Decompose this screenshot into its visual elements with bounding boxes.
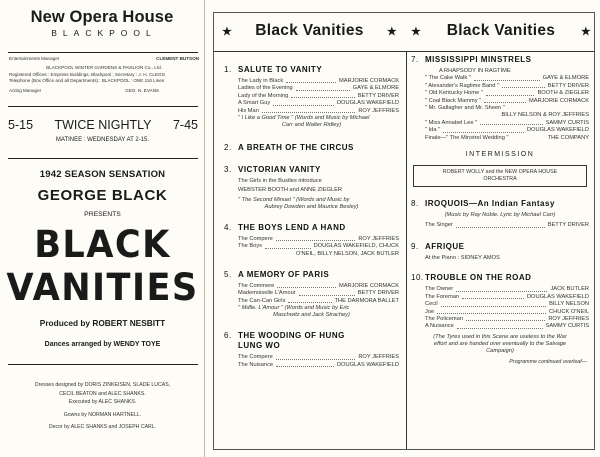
cast-row: Ladies of the Evening GAYE & ELMORE [238, 85, 399, 92]
banner-right [411, 19, 591, 43]
scene-title-line-2: LUNG WO [238, 341, 281, 351]
cast-row: The Compere ROY JEFFRIES [238, 235, 399, 242]
scene-10: 10. TROUBLE ON THE ROAD The Owner JACK BUTLER The Foreman DOUGLAS WAKEFIELD Cecil BILLY NELSON Joe CHUCK O'NEIL The Policeman ROY JEFFRIES A Nuisance SAMMY CURTIS (The Tyres used in this Scene are useless to the War effort and are handed over eventually to the Salvage Campaign) [411, 273, 589, 354]
song-credit: Maschwitz and Jack Strachey) [273, 312, 350, 319]
scene-note: effort and are handed over eventually to the Salvage [433, 340, 567, 347]
cast-row: The Nuisance DOUGLAS WAKEFIELD [238, 361, 399, 368]
venue-city: BLACKPOOL [51, 28, 157, 38]
song-credit: " Mdlle. L'Amour " (Words and Music by Eric [238, 305, 350, 312]
cast-row: A Nuisance SAMMY CURTIS [425, 323, 589, 330]
cast-row: " Old Kentucky Home " BOOTH & ZIEGLER [425, 90, 589, 97]
banner-title: Black Vanities [446, 22, 556, 39]
banner-rule [214, 51, 594, 52]
scene-title: MISSISSIPPI MINSTRELS [425, 55, 532, 64]
production-credits: Dresses designed by DORIS ZINKEISEN, SLADE LUCAS, CECIL BEATON and ALEC SHANKS. Executed by ALEC SHANKS. Gowns by NORMAN HARTNELL. Decor by ALEC SHANKS and JOSEPH CARL. [34, 382, 171, 430]
cast-row: The Owner JACK BUTLER [425, 286, 589, 293]
scene-title: VICTORIAN VANITY [238, 165, 321, 175]
star-icon: ★ [222, 25, 233, 38]
company-row: BLACKPOOL WINTER GARDENS & PAVILION Co., Ltd. [46, 65, 162, 71]
cast-row: BILLY NELSON & ROY JEFFRIES [501, 112, 589, 119]
scene-8: 8. IROQUOIS—An Indian Fantasy (Music by Ray Noble. Lyric by Michael Carr) The Singer BETTY DRIVER [411, 199, 589, 229]
cast-row: The Boys DOUGLAS WAKEFIELD, CHUCK [238, 243, 399, 250]
season-heading: 1942 SEASON SENSATION [39, 169, 166, 180]
cast-row: " Coal Black Mammy " MARJORIE CORMACK [425, 97, 589, 104]
cast-row: The Compere ROY JEFFRIES [238, 354, 399, 361]
scene-9: 9. AFRIQUE At the Piano : SIDNEY AMOS [411, 241, 500, 261]
ent-manager-row: Entertainments Manager CLEMENT BUTSON [9, 56, 199, 61]
matinee-info: MATINEE : WEDNESDAY AT 2-15. [55, 137, 150, 143]
scene-4: 4. THE BOYS LEND A HAND The Compere ROY JEFFRIES The Boys DOUGLAS WAKEFIELD, CHUCK O'NEIL, BILLY NELSON, JACK BUTLER [224, 222, 399, 257]
presents-label: PRESENTS [84, 211, 121, 218]
programme-column-right [411, 55, 589, 366]
song-credit: " The Second Minuet " (Words and Music by [238, 196, 350, 203]
scene-title: THE WOODING OF HUNG [238, 331, 345, 341]
banner-title: Black Vanities [255, 22, 364, 39]
scene-title: SALUTE TO VANITY [238, 65, 323, 74]
dances-by: Dances arranged by WENDY TOYE [44, 341, 161, 348]
cast-row: " Alexander's Ragtime Band " BETTY DRIVER [425, 82, 589, 89]
cast-row: The Policeman ROY JEFFRIES [425, 315, 589, 322]
orchestra-box: ROBERT WOLLY and the NEW OPERA HOUSE ORCHESTRA [413, 165, 587, 187]
cast-row: " The Cake Walk " GAYE & ELMORE [425, 75, 589, 82]
show-title-line-1: BLACK [34, 223, 171, 266]
scene-5: 5. A MEMORY OF PARIS The Commere MARJORIE CORMACK Mademoiselle L'Amour BETTY DRIVER The Can-Can Girls THE DARMORA BALLET " Mdlle. L'Amour " (Words and Music by Eric Maschwitz and Jack Strachey) [224, 270, 399, 319]
performance-times: 5-15 TWICE NIGHTLY 7-45 [8, 118, 198, 132]
acting-manager-row: Acting Manager GEO. N. EVANS [9, 88, 159, 94]
scene-6: 6. THE WOODING OF HUNG LUNG WO The Compere ROY JEFFRIES The Nuisance DOUGLAS WAKEFIELD [224, 331, 399, 368]
management-block [9, 56, 199, 94]
scene-2: 2. A BREATH OF THE CIRCUS [224, 143, 354, 153]
song-credit: Aubrey Dowden and Maurice Besley) [264, 203, 359, 210]
divider-line [8, 106, 198, 107]
scene-1: 1. SALUTE TO VANITY The Lady in Black MARJORIE CORMACK Ladies of the Evening GAYE & ELMORE Lady of the Morning BETTY DRIVER A Smart Guy DOUGLAS WAKEFIELD His Man ROY JEFFRIES " I Like a Good Time " (Words and Music by Michael Carr and Walter Ridley) [224, 65, 399, 129]
song-credit: " I Like a Good Time " (Words and Music by Michael [238, 115, 370, 122]
scene-note: (The Tyres used in this Scene are useless to the War [433, 333, 567, 340]
cast-row: A Smart Guy DOUGLAS WAKEFIELD [238, 100, 399, 107]
programme-panel [213, 12, 595, 450]
show-title-line-2: VANITIES [6, 266, 199, 309]
produced-by: Produced by ROBERT NESBITT [39, 318, 166, 328]
cast-row: Mademoiselle L'Amour BETTY DRIVER [238, 290, 399, 297]
venue-name: New Opera House [30, 8, 174, 26]
divider-line [8, 364, 198, 365]
programme-column-left [224, 55, 399, 369]
scene-title: A MEMORY OF PARIS [238, 270, 330, 280]
cast-row: His Man ROY JEFFRIES [238, 107, 399, 114]
song-credit: (Music by Ray Noble. Lyric by Michael Carr) [444, 212, 556, 219]
divider-line [8, 158, 198, 159]
cast-row: Finale—" The Minstrel Wedding " THE COMPANY [425, 134, 589, 141]
star-icon: ★ [386, 25, 397, 38]
telephone-row: Telephone (Box Office and all Departments) : BLACKPOOL : ONE 116 Lines [9, 77, 165, 83]
scene-7: 7. MISSISSIPPI MINSTRELS A RHAPSODY IN RAGTIME " The Cake Walk " GAYE & ELMORE " Alexander's Ragtime Band " BETTY DRIVER " Old Kentucky Home " BOOTH & ZIEGLER " Coal Black Mammy " MARJORIE CORMACK " Mr. Gallagher and Mr. Sheen " BILLY NELSON & ROY JEFFRIES " Miss Annabel Lee " SAMMY CURTIS " Ida " DOUGLAS WAKEFIELD Finale—" The Minstrel Wedding " THE COMPANY [411, 55, 589, 141]
cast-row: Lady of the Morning BETTY DRIVER [238, 92, 399, 99]
scene-3: 3. VICTORIAN VANITY The Girls in the Bustles introduce WEBSTER BOOTH and ANNE ZIEGLER " The Second Minuet " (Words and Music by Aubrey Dowden and Maurice Besley) [224, 165, 399, 211]
star-icon: ★ [411, 25, 422, 38]
continued-overleaf: Programme continued overleaf— [509, 358, 587, 365]
cast-row: Joe CHUCK O'NEIL [425, 308, 589, 315]
cast-row: The Singer BETTY DRIVER [425, 222, 589, 229]
presenter-name: GEORGE BLACK [37, 187, 168, 204]
cast-row: The Lady in Black MARJORIE CORMACK [238, 78, 399, 84]
intermission-label: INTERMISSION [465, 151, 535, 159]
divider-line [8, 52, 198, 53]
song-credit: Carr and Walter Ridley) [281, 122, 342, 129]
scene-title: THE BOYS LEND A HAND [238, 222, 346, 232]
cast-row: The Commere MARJORIE CORMACK [238, 283, 399, 290]
star-icon: ★ [580, 25, 591, 38]
registered-row: Registered Offices : Empress Buildings, Blackpool ; Secretary : J. H. CLEGG [9, 71, 166, 77]
cover-panel [0, 0, 205, 457]
cast-row: The Can-Can Girls THE DARMORA BALLET [238, 297, 399, 304]
cast-row: The Foreman DOUGLAS WAKEFIELD [425, 293, 589, 300]
column-divider [406, 51, 407, 449]
banner-left [222, 19, 397, 43]
scene-title: IROQUOIS—An Indian Fantasy [425, 199, 555, 209]
cast-row: " Ida " DOUGLAS WAKEFIELD [425, 127, 589, 134]
scene-title: TROUBLE ON THE ROAD [425, 273, 532, 283]
scene-title: AFRIQUE [425, 241, 465, 251]
scene-note: Campaign) [486, 347, 514, 354]
cast-row: Cecil BILLY NELSON [425, 301, 589, 308]
scene-subtitle: A RHAPSODY IN RAGTIME [439, 68, 511, 74]
cast-row: " Miss Annabel Lee " SAMMY CURTIS [425, 119, 589, 126]
scene-title: A BREATH OF THE CIRCUS [238, 143, 354, 153]
